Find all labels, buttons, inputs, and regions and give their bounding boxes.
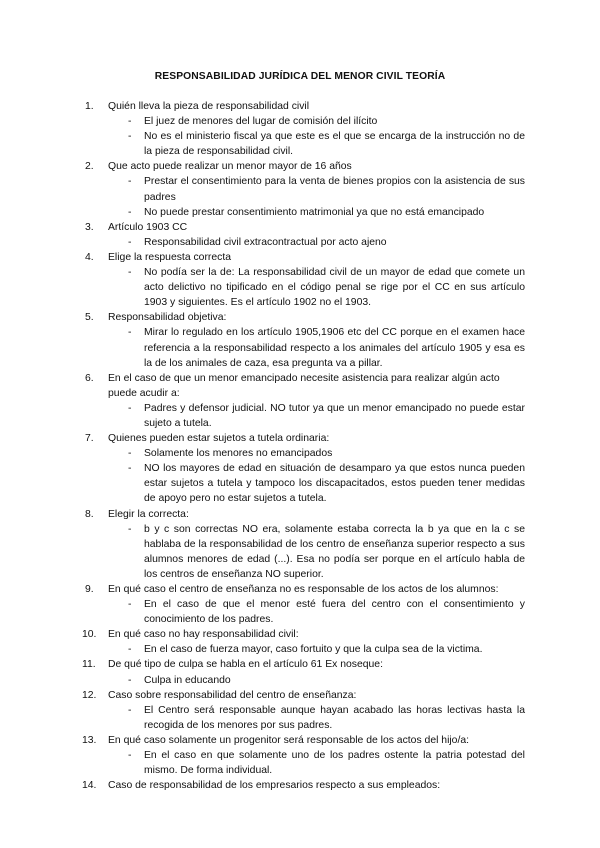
dash-bullet: -: [128, 674, 132, 686]
answer-item: [85, 205, 525, 220]
answer-list: [85, 265, 525, 310]
question-text: Caso de responsabilidad de los empresarios respecto a sus empleados:: [108, 780, 441, 792]
question-text: Elegir la correcta:: [108, 508, 189, 520]
question-item: [85, 310, 525, 325]
question-text: Responsabilidad objetiva:: [108, 312, 227, 324]
answer-text: Responsabilidad civil extracontractual por acto ajeno: [144, 236, 387, 248]
question-text: En qué caso no hay responsabilidad civil:: [108, 629, 299, 641]
question-number: 6.: [85, 372, 94, 384]
question-number: 8.: [85, 508, 94, 520]
answer-item: [85, 597, 525, 627]
question-number: 3.: [85, 221, 94, 233]
answer-text: El juez de menores del lugar de comisión del ilícito: [144, 116, 378, 128]
answer-text: No podía ser la de: La responsabilidad civil de un mayor de edad que comete un acto delictivo no tipificado en el código penal se rige por el CC en sus artículo 1903 y siguientes. Es el artículo 1902 no el 1903.: [144, 267, 525, 309]
question-item: [85, 582, 525, 597]
question-number: 1.: [85, 101, 94, 112]
answer-text: Culpa in educando: [144, 674, 231, 686]
question-number: 14.: [82, 780, 97, 792]
answer-text: En el caso de fuerza mayor, caso fortuito y que la culpa sea de la victima.: [144, 644, 483, 656]
dash-bullet: -: [128, 116, 132, 128]
question-number: 10.: [82, 629, 97, 641]
dash-bullet: -: [128, 599, 132, 611]
question-item: [85, 431, 525, 446]
answer-item: [85, 129, 525, 159]
dash-bullet: -: [128, 327, 132, 339]
answer-list: [85, 673, 525, 688]
answer-item: [85, 748, 525, 778]
question-item: [82, 688, 525, 703]
dash-bullet: -: [128, 463, 132, 475]
question-number: 13.: [82, 734, 97, 746]
question-number: 5.: [85, 312, 94, 324]
answer-text: Solamente los menores no emancipados: [144, 448, 333, 460]
question-item: [85, 220, 525, 235]
answer-item: [85, 401, 525, 431]
answer-text: En el caso de que el menor esté fuera del centro con el consentimiento y conocimiento de los padres.: [144, 599, 525, 626]
question-item: [82, 627, 525, 642]
question-number: 11.: [82, 659, 96, 671]
answer-item: [85, 673, 525, 688]
question-text: Que acto puede realizar un menor mayor de 16 años: [108, 161, 352, 173]
answer-item: [85, 114, 525, 129]
answer-item: [85, 235, 525, 250]
answer-text: En el caso en que solamente uno de los padres ostente la patria potestad del mismo. De forma individual.: [144, 750, 525, 777]
answer-item: [85, 642, 525, 657]
answer-list: [85, 642, 525, 657]
dash-bullet: -: [128, 644, 132, 656]
answer-text: El Centro será responsable aunque hayan acabado las horas lectivas hasta la recogida de los menores por sus padres.: [144, 704, 525, 731]
question-text: En el caso de que un menor emancipado necesite asistencia para realizar algún acto puede acudir a:: [108, 372, 500, 399]
question-number: 2.: [85, 161, 94, 173]
answer-list: [85, 748, 525, 778]
question-item: [85, 250, 525, 265]
answer-list: [85, 522, 525, 582]
question-item: [82, 778, 525, 793]
answer-list: [85, 114, 525, 159]
answer-item: [85, 325, 525, 370]
question-number: 4.: [85, 251, 94, 263]
question-text: Caso sobre responsabilidad del centro de enseñanza:: [108, 689, 357, 701]
dash-bullet: -: [128, 704, 132, 716]
dash-bullet: -: [128, 402, 132, 414]
answer-text: b y c son correctas NO era, solamente estaba correcta la b ya que en la c se hablaba de la responsabilidad de los centro de enseñanza superior respecto a sus alumnos menores de edad (...). Esa no podía ser porque en el artículo habla de los centros de enseñanza NO superior.: [144, 523, 525, 580]
answer-text: Padres y defensor judicial. NO tutor ya que un menor emancipado no puede estar sujeto a tutela.: [144, 402, 525, 429]
question-item: [82, 733, 525, 748]
question-text: Quién lleva la pieza de responsabilidad civil: [108, 101, 310, 112]
question-item: [85, 507, 525, 522]
question-number: 7.: [85, 433, 94, 445]
question-list: [82, 99, 525, 793]
answer-list: [85, 325, 525, 370]
answer-item: [85, 265, 525, 310]
question-item: [85, 371, 525, 401]
question-number: 9.: [85, 584, 94, 595]
dash-bullet: -: [128, 523, 132, 535]
dash-bullet: -: [128, 236, 132, 248]
question-text: Artículo 1903 CC: [108, 221, 188, 233]
answer-item: [85, 461, 525, 506]
answer-text: Prestar el consentimiento para la venta de bienes propios con la asistencia de sus padres: [144, 176, 525, 203]
answer-list: [85, 401, 525, 431]
dash-bullet: -: [128, 750, 132, 762]
dash-bullet: -: [128, 448, 132, 460]
question-item: [85, 99, 525, 114]
answer-list: [85, 235, 525, 250]
answer-item: [85, 446, 525, 461]
answer-item: [85, 522, 525, 582]
question-text: Elige la respuesta correcta: [108, 251, 232, 263]
answer-list: [85, 703, 525, 733]
answer-list: [85, 446, 525, 506]
question-text: Quienes pueden estar sujetos a tutela ordinaria:: [108, 433, 330, 445]
document-title: RESPONSABILIDAD JURÍDICA DEL MENOR CIVIL TEORÍA: [154, 71, 446, 82]
answer-item: [85, 703, 525, 733]
answer-text: NO los mayores de edad en situación de desamparo ya que estos nunca pueden estar sujetos a tutela y tampoco los discapacitados, estos pueden tener medidas de apoyo pero no estar sujetos a tutela.: [144, 463, 525, 505]
question-text: En qué caso solamente un progenitor será responsable de los actos del hijo/a:: [108, 734, 470, 746]
question-text: De qué tipo de culpa se habla en el artículo 61 Ex noseque:: [108, 659, 383, 671]
dash-bullet: -: [128, 267, 132, 279]
answer-list: [85, 597, 525, 627]
question-text: En qué caso el centro de enseñanza no es responsable de los actos de los alumnos:: [108, 584, 499, 595]
question-number: 12.: [82, 689, 97, 701]
answer-item: [85, 174, 525, 204]
answer-text: Mirar lo regulado en los artículo 1905,1906 etc del CC porque en el examen hace referencia a la responsabilidad respecto a los animales del artículo 1905 y esa es la de los animales de caza, esa pregunta va a pillar.: [144, 327, 525, 369]
dash-bullet: -: [128, 176, 132, 188]
question-item: [82, 657, 525, 672]
answer-text: No es el ministerio fiscal ya que este es el que se encarga de la instrucción no de la pieza de responsabilidad civil.: [144, 131, 525, 158]
answer-list: [85, 174, 525, 219]
answer-text: No puede prestar consentimiento matrimonial ya que no está emancipado: [144, 206, 485, 218]
dash-bullet: -: [128, 206, 132, 218]
dash-bullet: -: [128, 131, 132, 143]
question-item: [85, 159, 525, 174]
